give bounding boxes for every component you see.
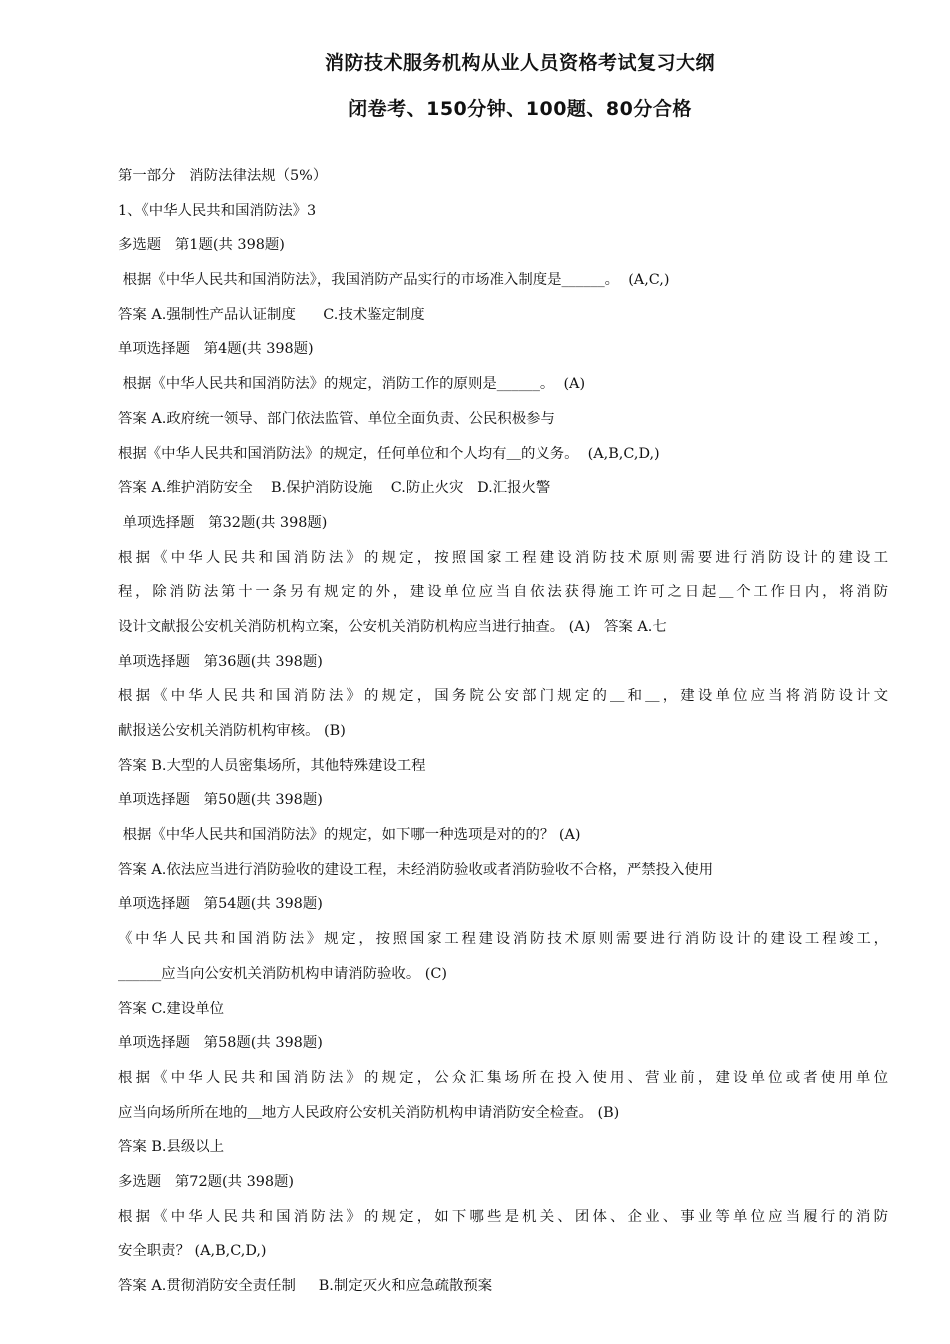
document-subtitle: 闭卷考、150分钟、100题、80分合格 [348, 98, 692, 120]
answer-text: 答案 A.政府统一领导、部门依法监管、单位全面负责、公民积极参与 [118, 410, 555, 427]
answer-text: 答案 A.强制性产品认证制度 C.技术鉴定制度 [118, 306, 425, 323]
question-text: 根据《中华人民共和国消防法》的规定，国务院公安部门规定的＿和＿，建设单位应当将消防设计文 [118, 688, 888, 705]
answer-text: 答案 A.依法应当进行消防验收的建设工程，未经消防验收或者消防验收不合格，严禁投入使用 [118, 861, 714, 878]
question-text: 根据《中华人民共和国消防法》的规定，任何单位和个人均有＿的义务。 (A,B,C,D,) [118, 445, 660, 462]
answer-text: 答案 A.维护消防安全 B.保护消防设施 C.防止火灾 D.汇报火警 [118, 480, 551, 497]
question-header: 单项选择题 第50题(共 398题) [118, 792, 323, 809]
question-header: 多选题 第72题(共 398题) [118, 1173, 295, 1190]
section-heading: 第一部分 消防法律法规（5%） [118, 168, 328, 184]
question-text: 根据《中华人民共和国消防法》的规定，公众汇集场所在投入使用、营业前，建设单位或者使用单位 [118, 1069, 888, 1086]
question-text: 《中华人民共和国消防法》规定，按照国家工程建设消防技术原则需要进行消防设计的建设工程竣工， [118, 931, 888, 948]
answer-text: 答案 A.贯彻消防安全责任制 B.制定灭火和应急疏散预案 [118, 1278, 493, 1294]
document-body [118, 159, 888, 1304]
question-text: 安全职责？ (A,B,C,D,) [118, 1243, 267, 1260]
question-text: 根据《中华人民共和国消防法》的规定，消防工作的原则是______。 (A) [118, 376, 586, 393]
question-header: 多选题 第1题(共 398题) [118, 237, 285, 254]
question-text: 根据《中华人民共和国消防法》的规定，如下哪一种选项是对的的？ (A) [118, 827, 581, 844]
document-title: 消防技术服务机构从业人员资格考试复习大纲 [324, 52, 715, 74]
question-header: 单项选择题 第54题(共 398题) [118, 896, 323, 913]
answer-text: 答案 C.建设单位 [118, 1000, 224, 1017]
question-header: 单项选择题 第4题(共 398题) [118, 341, 314, 358]
question-header: 单项选择题 第36题(共 398题) [118, 653, 323, 670]
question-text: 应当向场所所在地的＿地方人民政府公安机关消防机构申请消防安全检查。 (B) [118, 1104, 620, 1121]
question-text: ______应当向公安机关消防机构申请消防验收。 (C) [118, 965, 448, 982]
answer-text: 答案 B.县级以上 [118, 1139, 225, 1156]
question-text: 程，除消防法第十一条另有规定的外，建设单位应当自依法获得施工许可之日起＿个工作日内，将消防 [118, 584, 888, 601]
question-text: 根据《中华人民共和国消防法》，我国消防产品实行的市场准入制度是______。 (A,C,) [118, 272, 670, 289]
question-text: 设计文献报公安机关消防机构立案，公安机关消防机构应当进行抽查。 (A) 答案 A.七 [118, 618, 667, 635]
subsection-heading: 1、《中华人民共和国消防法》3 [118, 202, 317, 219]
question-header: 单项选择题 第32题(共 398题) [118, 514, 328, 531]
question-text: 根据《中华人民共和国消防法》的规定，如下哪些是机关、团体、企业、事业等单位应当履行的消防 [118, 1208, 888, 1225]
question-text: 根据《中华人民共和国消防法》的规定，按照国家工程建设消防技术原则需要进行消防设计的建设工 [118, 549, 888, 566]
answer-text: 答案 B.大型的人员密集场所，其他特殊建设工程 [118, 757, 426, 774]
question-header: 单项选择题 第58题(共 398题) [118, 1035, 323, 1052]
question-text: 献报送公安机关消防机构审核。 (B) [118, 723, 346, 739]
